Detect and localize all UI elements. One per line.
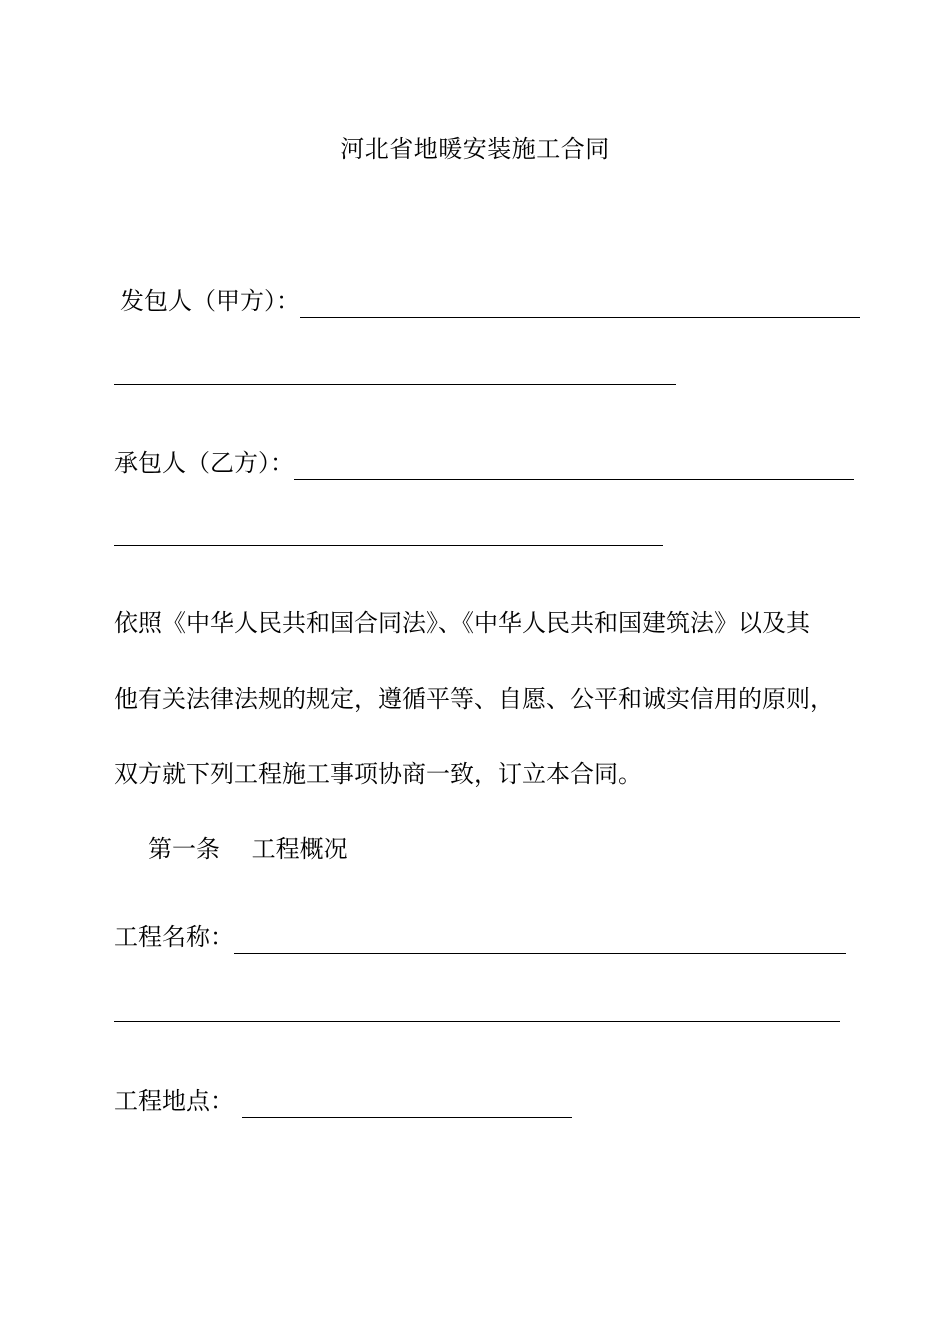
project-location-blank[interactable] — [242, 1091, 572, 1118]
party-a-label: 发包人（甲方）： — [120, 287, 300, 315]
party-b-blank[interactable] — [294, 453, 854, 480]
party-b-label: 承包人（乙方）： — [114, 449, 294, 477]
article-1-heading: 第一条 工程概况 — [148, 835, 348, 863]
project-name-line — [114, 920, 846, 954]
document-title: 河北省地暖安装施工合同 — [340, 135, 610, 163]
party-a-blank-continuation[interactable] — [114, 384, 676, 385]
project-name-blank[interactable] — [234, 927, 846, 954]
party-b-line — [114, 446, 854, 480]
project-location-line — [114, 1084, 572, 1118]
party-a-blank[interactable] — [300, 291, 860, 318]
preamble-line-2: 他有关法律法规的规定，遵循平等、自愿、公平和诚实信用的原则， — [114, 685, 834, 713]
party-b-blank-continuation[interactable] — [114, 545, 663, 546]
preamble-line-1: 依照《中华人民共和国合同法》、《中华人民共和国建筑法》以及其 — [114, 609, 810, 637]
party-a-line — [120, 284, 860, 318]
project-location-label: 工程地点： — [114, 1087, 234, 1115]
project-name-blank-continuation[interactable] — [114, 1021, 840, 1022]
project-name-label: 工程名称： — [114, 923, 234, 951]
preamble-line-3: 双方就下列工程施工事项协商一致，订立本合同。 — [114, 760, 642, 788]
